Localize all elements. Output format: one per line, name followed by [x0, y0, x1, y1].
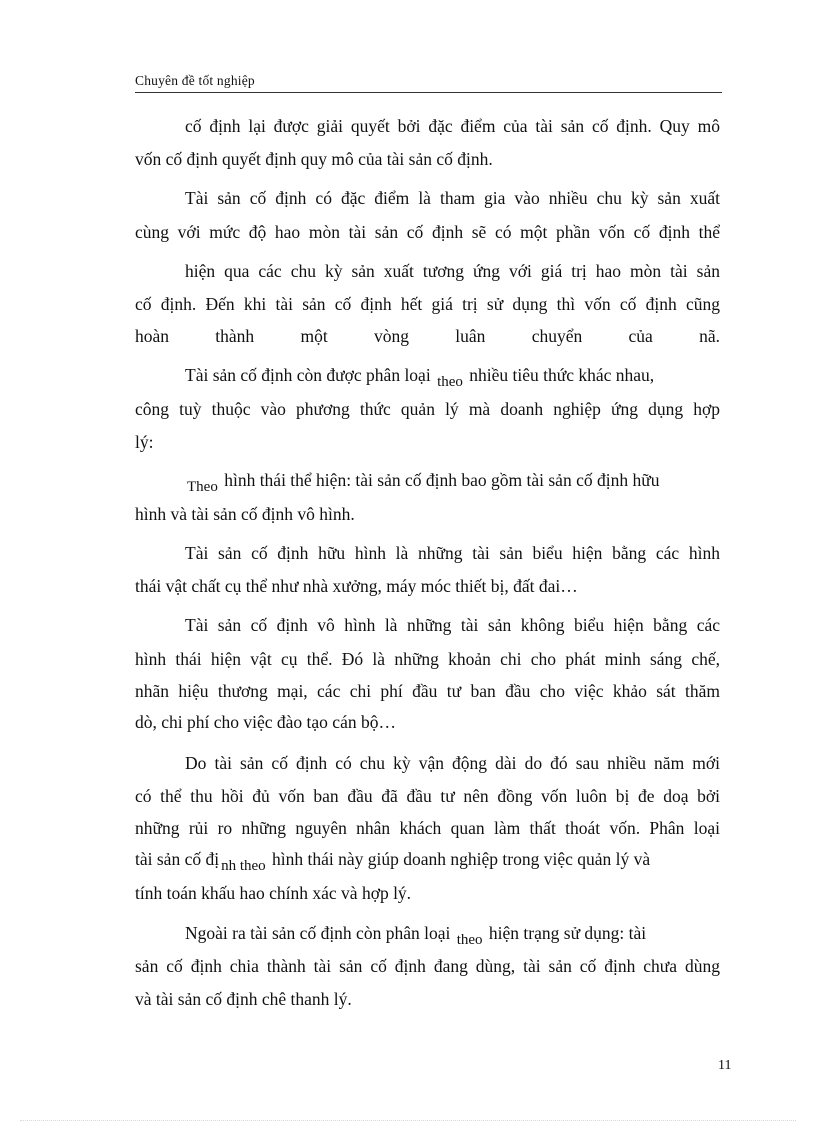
text-line: [185, 365, 720, 390]
text-line: thái vật chất cụ thể như nhà xưởng, máy móc thiết bị, đất đai…: [135, 576, 578, 596]
text-segment: hiện trạng sử dụng: tài: [484, 923, 647, 943]
text-line: cố định. Đến khi tài sản cố định hết giá trị sử dụng thì vốn cố định cũng: [135, 294, 720, 314]
text-line: Tài sản cố định có đặc điểm là tham gia vào nhiều chu kỳ sản xuất: [185, 188, 720, 208]
text-line: hiện qua các chu kỳ sản xuất tương ứng với giá trị hao mòn tài sản: [185, 261, 720, 281]
text-line: [135, 849, 720, 874]
header-title: Chuyên đề tốt nghiệp: [135, 73, 255, 88]
text-line: công tuỳ thuộc vào phương thức quản lý mà doanh nghiệp ứng dụng hợp: [135, 399, 720, 419]
text-segment: nh theo: [221, 858, 266, 874]
text-line: vốn cố định quyết định quy mô của tài sản cố định.: [135, 149, 493, 169]
text-line: và tài sản cố định chê thanh lý.: [135, 989, 352, 1009]
page-number: 11: [718, 1058, 732, 1073]
text-segment: tài sản cố đị: [135, 849, 220, 869]
text-segment: theo: [456, 932, 483, 948]
text-line: sản cố định chia thành tài sản cố định đang dùng, tài sản cố định chưa dùng: [135, 956, 720, 976]
text-line: cố định lại được giải quyết bởi đặc điểm của tài sản cố định. Quy mô: [185, 116, 720, 136]
text-line: những rủi ro những nguyên nhân khách quan làm thất thoát vốn. Phân loại: [135, 818, 720, 838]
text-line: có thể thu hồi đủ vốn ban đầu đã đầu tư nên đồng vốn luôn bị đe doạ bởi: [135, 786, 720, 806]
text-line: Tài sản cố định vô hình là những tài sản không biểu hiện bằng các: [185, 615, 720, 635]
text-line: Tài sản cố định hữu hình là những tài sản biểu hiện bằng các hình: [185, 543, 720, 563]
text-line: Do tài sản cố định có chu kỳ vận động dài do đó sau nhiều năm mới: [185, 753, 720, 773]
text-line: lý:: [135, 432, 154, 452]
text-line: hình thái hiện vật cụ thể. Đó là những khoản chi cho phát minh sáng chế,: [135, 649, 720, 669]
text-line: [185, 923, 720, 948]
text-line: [185, 470, 720, 495]
page-header: [135, 70, 722, 93]
text-segment: Ngoài ra tài sản cố định còn phân loại: [185, 923, 455, 943]
text-line: cùng với mức độ hao mòn tài sản cố định sẽ có một phần vốn cố định thể: [135, 222, 720, 242]
text-segment: hình thái này giúp doanh nghiệp trong việc quản lý và: [267, 849, 651, 869]
text-line: hình và tài sản cố định vô hình.: [135, 504, 355, 524]
text-segment: Tài sản cố định còn được phân loại: [185, 365, 436, 385]
text-segment: theo: [437, 374, 463, 390]
text-line: dò, chi phí cho việc đào tạo cán bộ…: [135, 712, 396, 732]
text-line: tính toán khấu hao chính xác và hợp lý.: [135, 883, 412, 903]
text-line: nhãn hiệu thương mại, các chi phí đầu tư ban đầu cho việc khảo sát thăm: [135, 681, 720, 701]
page-bottom-border: [20, 1120, 796, 1122]
text-segment: hình thái thể hiện: tài sản cố định bao gồm tài sản cố định hữu: [219, 470, 660, 490]
text-segment: nhiều tiêu thức khác nhau,: [464, 365, 655, 385]
text-line: hoàn thành một vòng luân chuyển của nã.: [135, 326, 720, 346]
text-segment: Theo: [187, 479, 218, 495]
